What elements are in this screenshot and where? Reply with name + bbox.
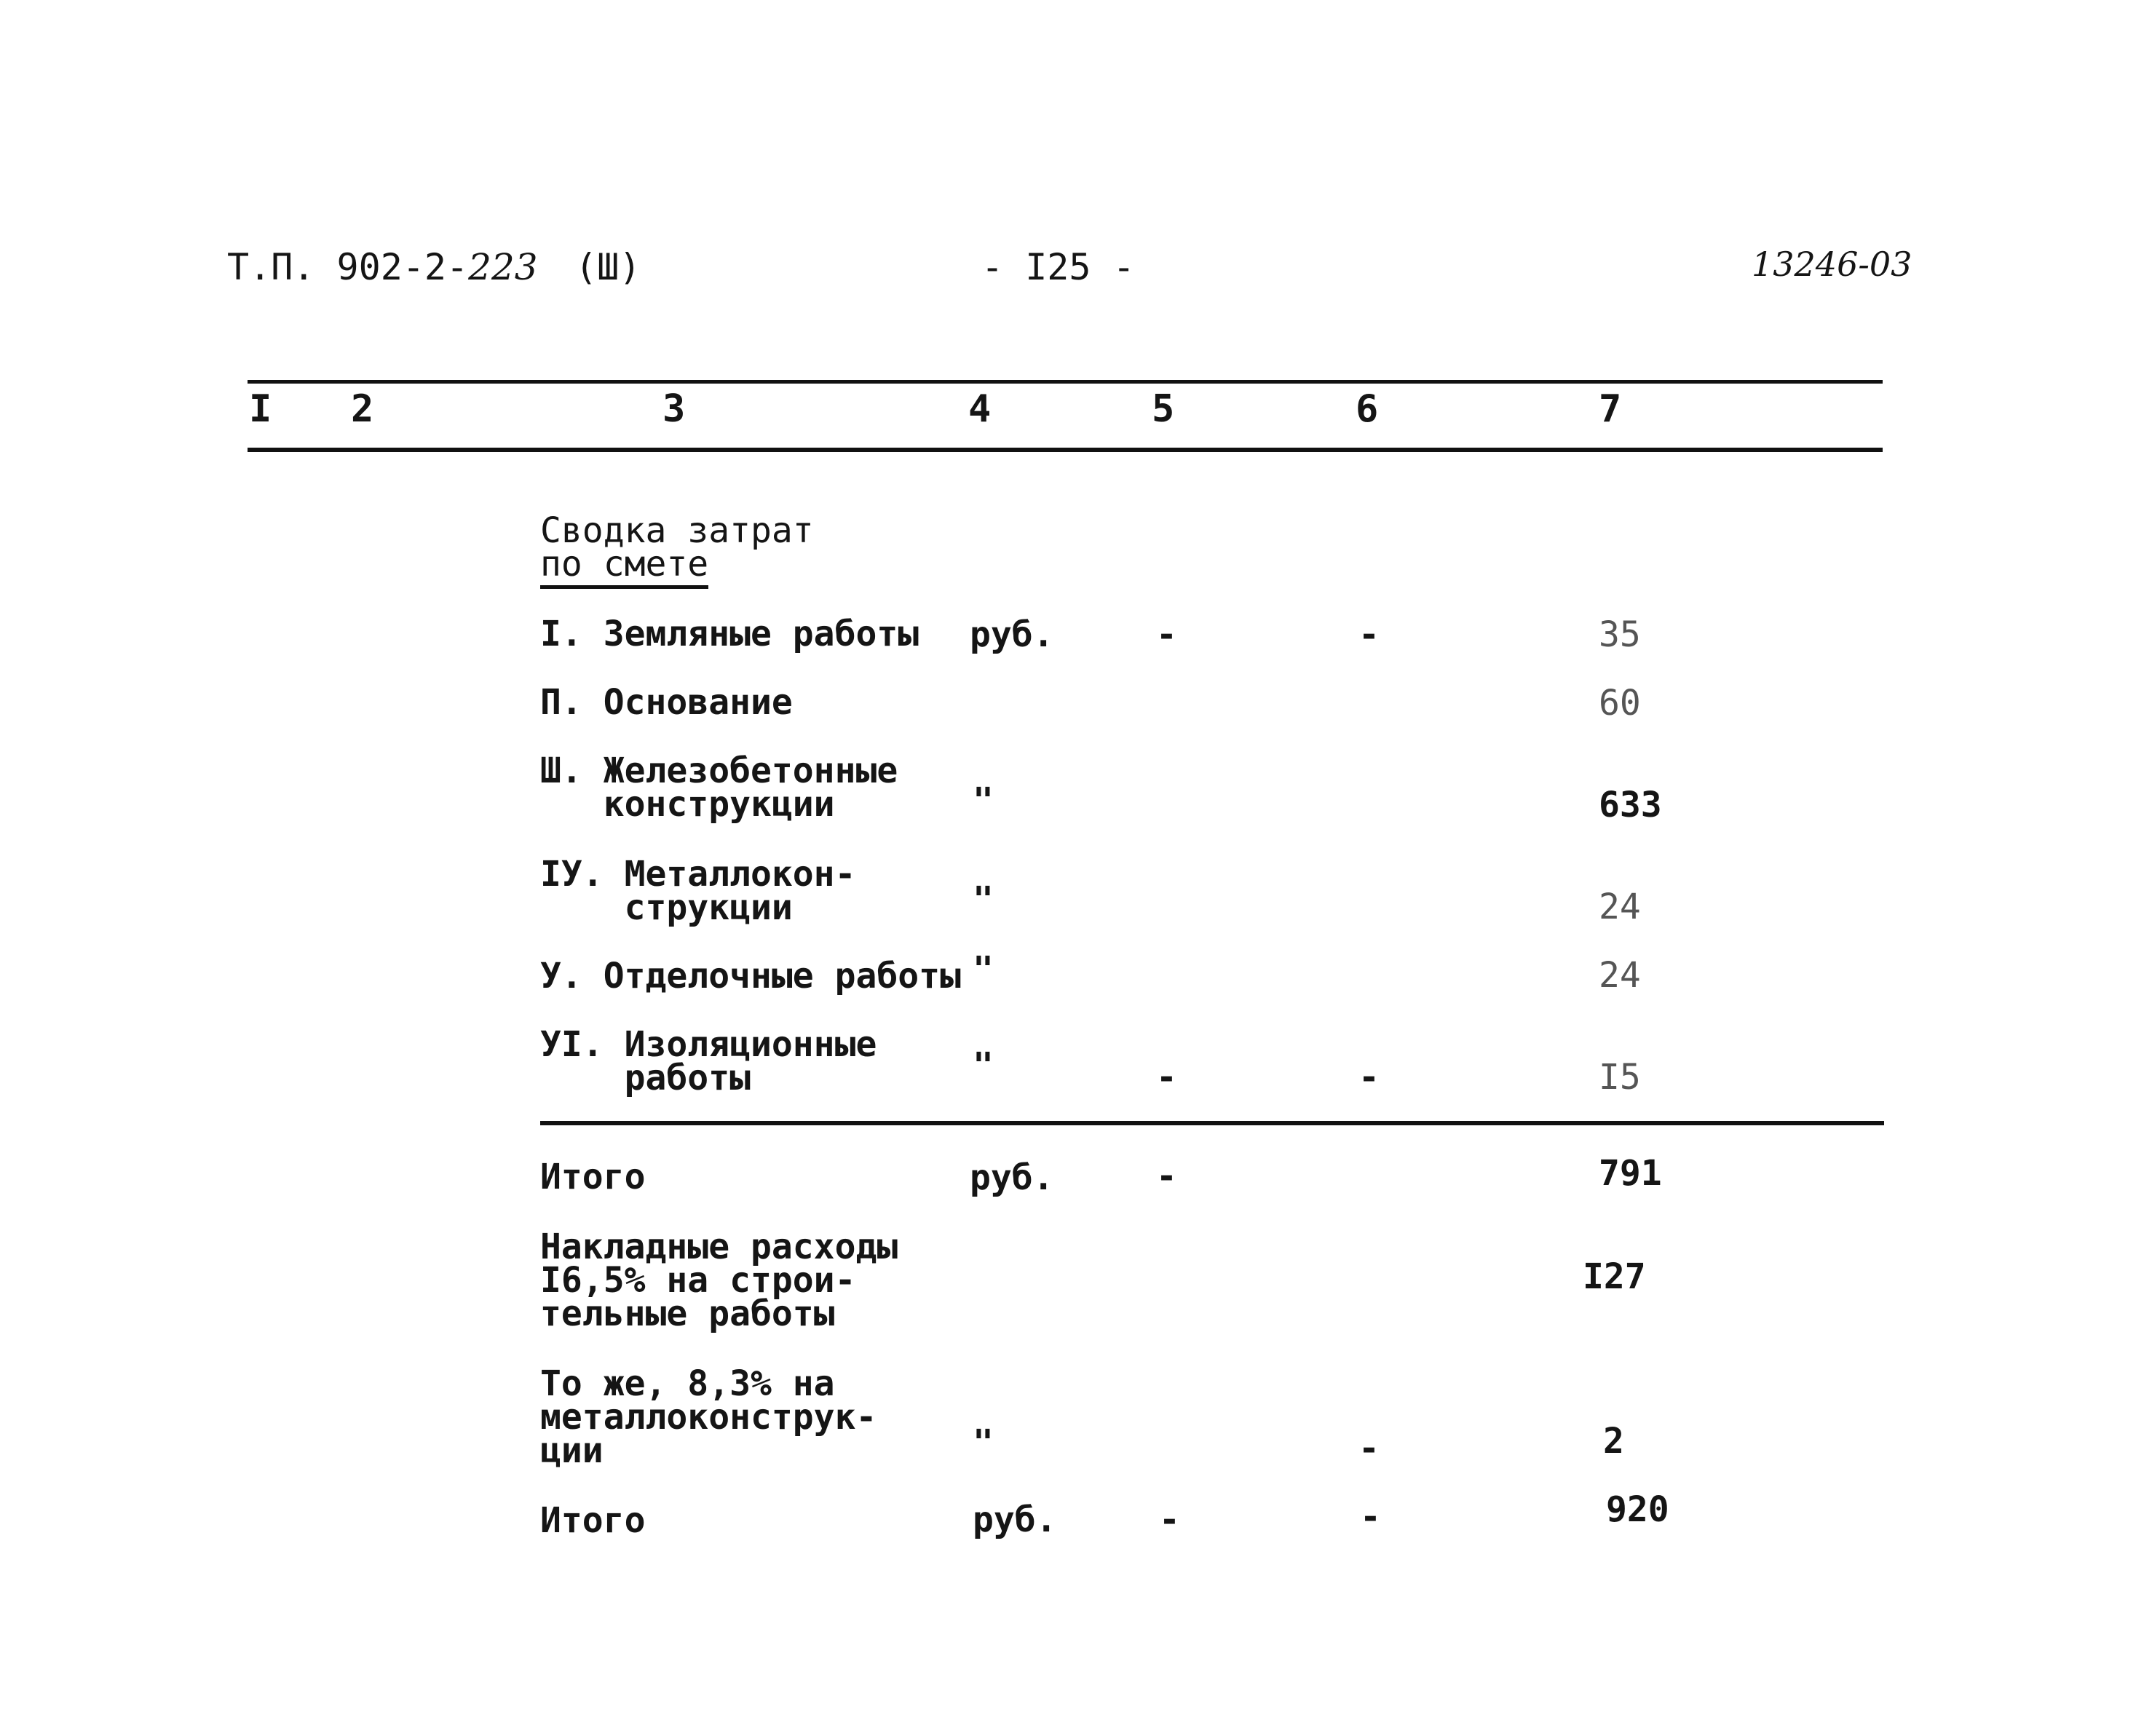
row-insulation-works-unit: "	[973, 1045, 994, 1086]
grand-total-unit: руб.	[973, 1499, 1057, 1540]
row-metal-structures-line2: струкции	[540, 887, 793, 928]
row-reinforced-concrete-value: 633	[1599, 785, 1662, 825]
page-number: - I25 -	[981, 246, 1135, 288]
column-number-1: I	[249, 387, 272, 431]
column-number-2: 2	[351, 387, 374, 431]
row-metal-structures-unit: "	[973, 879, 994, 920]
column-number-7: 7	[1599, 387, 1622, 431]
row-earthworks-col5: -	[1156, 614, 1177, 655]
column-number-5: 5	[1152, 387, 1175, 431]
overhead-line2: I6,5% на строи-	[540, 1260, 856, 1301]
row-insulation-works-col5: -	[1156, 1057, 1177, 1098]
overhead-metal-line2: металлоконструк-	[540, 1397, 877, 1438]
row-metal-structures-value: 24	[1599, 887, 1641, 927]
overhead-metal-value: 2	[1603, 1421, 1624, 1462]
overhead-line1: Накладные расходы	[540, 1226, 898, 1267]
grand-total-value: 920	[1606, 1489, 1669, 1530]
row-insulation-works-value: I5	[1599, 1057, 1641, 1098]
doc-prefix: Т.П. 902-2-	[227, 246, 469, 288]
volume-label: (Ш)	[575, 246, 641, 288]
summary-title-line2: по смете	[540, 547, 708, 589]
row-insulation-works-line2: работы	[540, 1058, 751, 1098]
row-earthworks-value: 35	[1599, 614, 1641, 655]
overhead-metal-line1: То же, 8,3% на	[540, 1363, 835, 1404]
table-header-rule	[248, 448, 1883, 452]
registry-number: 13246-03	[1752, 245, 1912, 284]
subtotal-value: 791	[1599, 1153, 1662, 1194]
subtotal-col5: -	[1156, 1156, 1177, 1197]
doc-number-handwritten: 223	[468, 246, 538, 288]
row-finishing-works-value: 24	[1599, 955, 1641, 996]
row-finishing-works-unit: "	[973, 949, 994, 990]
subtotal-unit: руб.	[970, 1157, 1054, 1198]
row-reinforced-concrete-line1: Ш. Железобетонные	[540, 750, 898, 791]
row-earthworks: I. Земляные работы	[540, 614, 919, 654]
overhead-value: I27	[1583, 1256, 1646, 1297]
summary-title-line1: Сводка затрат	[540, 510, 814, 551]
subtotal-label: Итого	[540, 1157, 646, 1197]
row-earthworks-unit: руб.	[970, 614, 1054, 655]
grand-total-label: Итого	[540, 1500, 646, 1541]
row-insulation-works-line1: УI. Изоляционные	[540, 1024, 877, 1065]
row-reinforced-concrete-line2: конструкции	[540, 784, 835, 825]
table-top-rule	[248, 380, 1883, 384]
row-foundation: П. Основание	[540, 682, 793, 723]
subtotal-rule	[540, 1121, 1884, 1125]
grand-total-col5: -	[1159, 1499, 1180, 1540]
row-insulation-works-col6: -	[1358, 1057, 1380, 1098]
row-reinforced-concrete-unit: "	[973, 780, 994, 821]
grand-total-col6: -	[1360, 1497, 1381, 1537]
document-designation	[227, 246, 538, 288]
row-earthworks-col6: -	[1358, 614, 1380, 655]
column-number-3: 3	[662, 387, 686, 431]
row-metal-structures-line1: IУ. Металлокон-	[540, 854, 856, 895]
overhead-metal-unit: "	[973, 1422, 994, 1463]
row-foundation-value: 60	[1599, 683, 1641, 724]
overhead-metal-line3: ции	[540, 1430, 604, 1471]
overhead-line3: тельные работы	[540, 1293, 835, 1334]
overhead-metal-col6: -	[1358, 1428, 1380, 1469]
column-number-4: 4	[968, 387, 992, 431]
column-number-6: 6	[1356, 387, 1379, 431]
row-finishing-works: У. Отделочные работы	[540, 956, 961, 996]
